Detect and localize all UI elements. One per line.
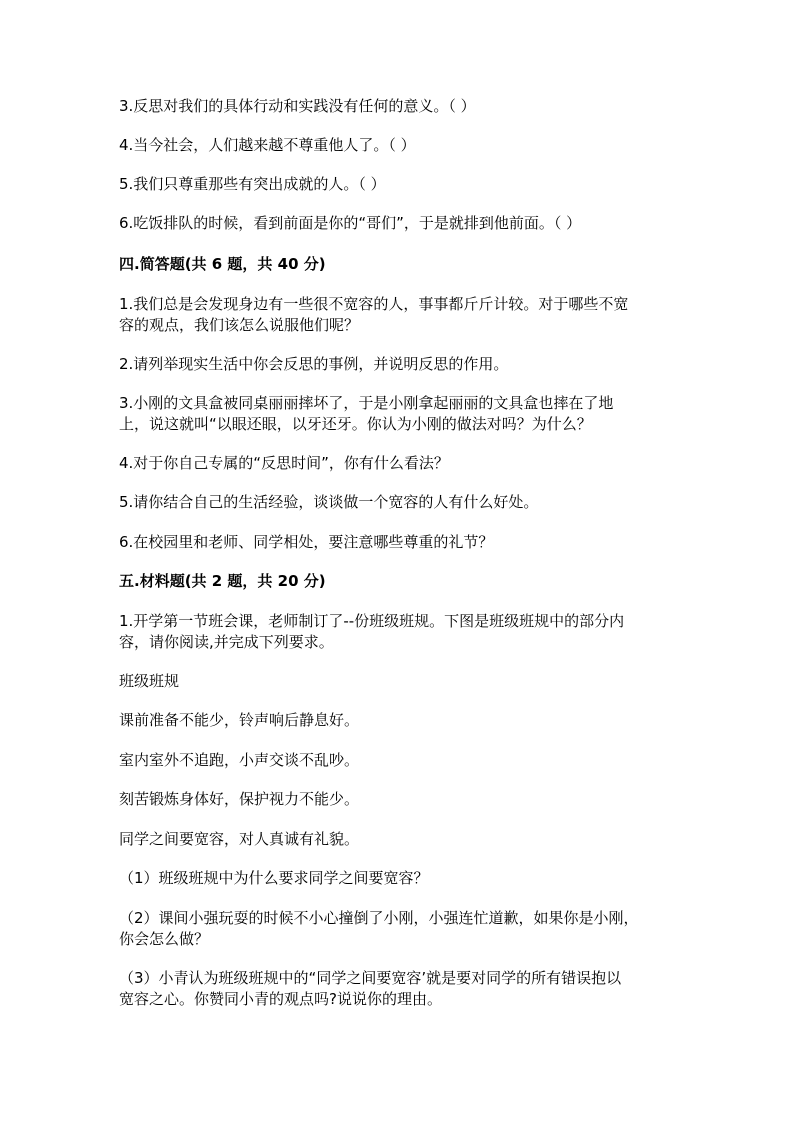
- s4-q3-line2: 上，说这就叫“以眼还眼，以牙还牙。你认为小刚的做法对吗？为什么？: [119, 415, 592, 433]
- s4-q6: 6.在校园里和老师、同学相处，要注意哪些尊重的礼节？: [119, 533, 494, 551]
- s4-q3-line1: 3.小刚的文具盒被同桌丽丽摔坏了，于是小刚拿起丽丽的文具盒也摔在了地: [119, 394, 614, 412]
- rule-item: 刻苦锻炼身体好，保护视力不能少。: [119, 790, 360, 808]
- subquestion-3-line2: 宽容之心。你赞同小青的观点吗?说说你的理由。: [119, 990, 442, 1008]
- rules-title: 班级班规: [119, 672, 180, 690]
- question-5: 5.我们只尊重那些有突出成就的人。（ ）: [119, 175, 386, 193]
- s4-q1-line2: 容的观点，我们该怎么说服他们呢？: [119, 316, 360, 334]
- s5-intro-line2: 容，请你阅读,并完成下列要求。: [119, 633, 334, 651]
- question-3: 3.反思对我们的具体行动和实践没有任何的意义。（ ）: [119, 97, 476, 115]
- section-4-heading: 四.简答题(共 6 题，共 40 分): [119, 255, 326, 273]
- subquestion-3-line1: （3）小青认为班级班规中的“同学之间要宽容’就是要对同学的所有错误抱以: [119, 969, 622, 987]
- s4-q1-line1: 1.我们总是会发现身边有一些很不宽容的人，事事都斤斤计较。对于哪些不宽: [119, 295, 629, 313]
- question-4: 4.当今社会，人们越来越不尊重他人了。（ ）: [119, 136, 416, 154]
- s4-q4: 4.对于你自己专属的“反思时间”，你有什么看法？: [119, 454, 449, 472]
- s4-q2: 2.请列举现实生活中你会反思的事例，并说明反思的作用。: [119, 355, 509, 373]
- subquestion-2-line1: （2）课间小强玩耍的时候不小心撞倒了小刚，小强连忙道歉，如果你是小刚，: [119, 909, 639, 927]
- rule-item: 同学之间要宽容，对人真诚有礼貌。: [119, 830, 360, 848]
- rule-item: 室内室外不追跑，小声交谈不乱吵。: [119, 751, 360, 769]
- question-6: 6.吃饭排队的时候，看到前面是你的“哥们”，于是就排到他前面。（ ）: [119, 214, 582, 232]
- section-5-heading: 五.材料题(共 2 题，共 20 分): [119, 572, 326, 590]
- subquestion-2-line2: 你会怎么做？: [119, 930, 210, 948]
- subquestion-1: （1）班级班规中为什么要求同学之间要宽容？: [119, 869, 429, 887]
- s4-q5: 5.请你结合自己的生活经验，谈谈做一个宽容的人有什么好处。: [119, 493, 539, 511]
- s5-intro-line1: 1.开学第一节班会课，老师制订了--份班级班规。下图是班级班规中的部分内: [119, 612, 625, 630]
- rule-item: 课前准备不能少，铃声响后静息好。: [119, 711, 360, 729]
